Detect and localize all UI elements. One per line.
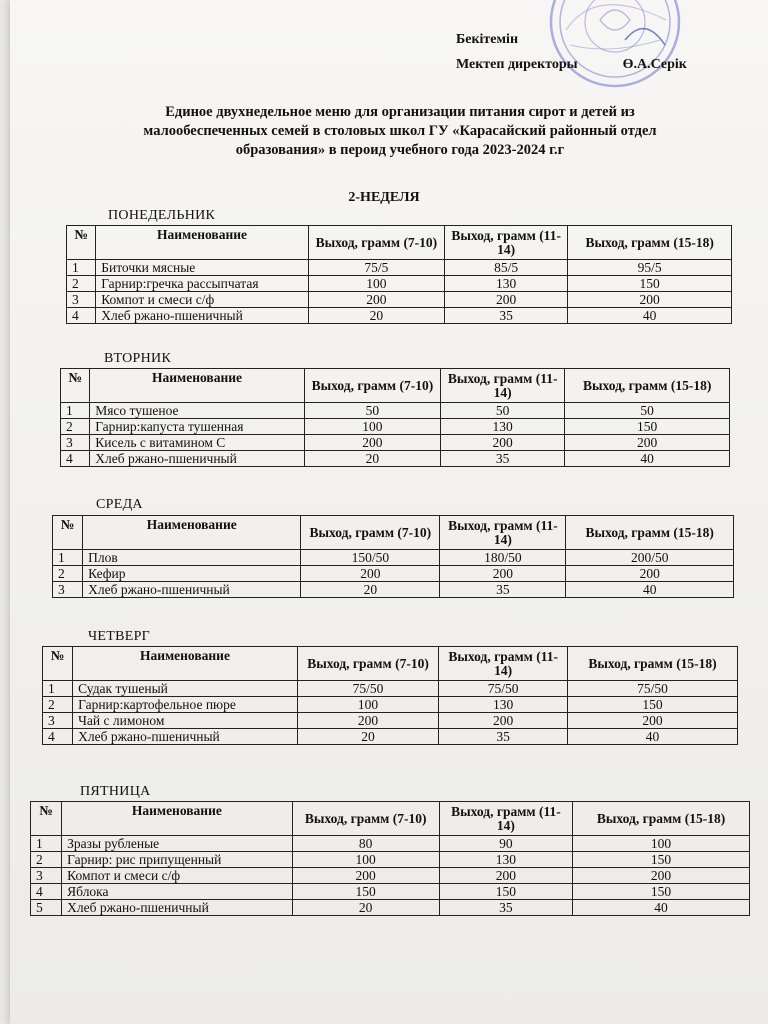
- portion-11-14: 200: [440, 566, 566, 582]
- portion-11-14: 150: [439, 884, 572, 900]
- approval-line2: Мектеп директоры: [456, 57, 578, 72]
- week-heading: 2-НЕДЕЛЯ: [348, 190, 420, 205]
- header-name: Наименование: [62, 802, 292, 836]
- portion-15-18: 75/50: [568, 681, 738, 697]
- dish-name: Мясо тушеное: [90, 403, 305, 419]
- header-name: Наименование: [90, 369, 305, 403]
- portion-7-10: 75/50: [297, 681, 439, 697]
- header-num: №: [61, 369, 90, 403]
- dish-name: Хлеб ржано-пшеничный: [90, 451, 305, 467]
- portion-7-10: 150/50: [301, 550, 440, 566]
- table-row: [67, 308, 732, 324]
- portion-15-18: 100: [573, 836, 750, 852]
- portion-7-10: 20: [308, 308, 444, 324]
- header-num: №: [31, 802, 62, 836]
- row-number: 1: [67, 260, 96, 276]
- dish-name: Зразы рубленые: [62, 836, 292, 852]
- day-label: СРЕДА: [96, 497, 143, 512]
- day-label: ПЯТНИЦА: [80, 784, 151, 799]
- menu-table: [60, 368, 730, 467]
- header-out-11-14: Выход, грамм (11-14): [439, 647, 568, 681]
- portion-7-10: 100: [297, 697, 439, 713]
- day-label: ВТОРНИК: [104, 351, 172, 366]
- portion-7-10: 20: [304, 451, 440, 467]
- header-out-11-14: Выход, грамм (11-14): [440, 516, 566, 550]
- portion-11-14: 130: [439, 697, 568, 713]
- portion-15-18: 40: [565, 451, 730, 467]
- portion-7-10: 75/5: [308, 260, 444, 276]
- portion-11-14: 130: [444, 276, 567, 292]
- row-number: 2: [53, 566, 83, 582]
- portion-11-14: 200: [441, 435, 565, 451]
- table-row: [43, 713, 738, 729]
- header-out-11-14: Выход, грамм (11-14): [439, 802, 572, 836]
- row-number: 5: [31, 900, 62, 916]
- table-row: [67, 260, 732, 276]
- dish-name: Плов: [83, 550, 301, 566]
- portion-15-18: 200: [566, 566, 734, 582]
- header-num: №: [43, 647, 73, 681]
- document-page: [10, 0, 768, 1024]
- portion-15-18: 40: [566, 582, 734, 598]
- row-number: 4: [31, 884, 62, 900]
- row-number: 4: [61, 451, 90, 467]
- portion-15-18: 40: [568, 729, 738, 745]
- table-header-row: [67, 226, 732, 260]
- portion-7-10: 200: [308, 292, 444, 308]
- header-out-7-10: Выход, грамм (7-10): [292, 802, 439, 836]
- dish-name: Гарнир: рис припущенный: [62, 852, 292, 868]
- portion-7-10: 200: [304, 435, 440, 451]
- table-row: [31, 868, 750, 884]
- dish-name: Кефир: [83, 566, 301, 582]
- row-number: 1: [43, 681, 73, 697]
- dish-name: Яблока: [62, 884, 292, 900]
- table-header-row: [61, 369, 730, 403]
- table-header-row: [53, 516, 734, 550]
- row-number: 2: [31, 852, 62, 868]
- menu-table: [66, 225, 732, 324]
- dish-name: Хлеб ржано-пшеничный: [62, 900, 292, 916]
- menu-table: [30, 801, 750, 916]
- portion-11-14: 35: [441, 451, 565, 467]
- dish-name: Гарнир:капуста тушенная: [90, 419, 305, 435]
- dish-name: Компот и смеси с/ф: [62, 868, 292, 884]
- row-number: 4: [67, 308, 96, 324]
- portion-11-14: 180/50: [440, 550, 566, 566]
- table-row: [31, 884, 750, 900]
- menu-table: [52, 515, 734, 598]
- approval-block: [456, 27, 687, 77]
- header-out-15-18: Выход, грамм (15-18): [568, 647, 738, 681]
- portion-15-18: 150: [568, 697, 738, 713]
- table-row: [43, 697, 738, 713]
- portion-15-18: 200/50: [566, 550, 734, 566]
- table-row: [31, 900, 750, 916]
- dish-name: Компот и смеси с/ф: [96, 292, 309, 308]
- dish-name: Гарнир:гречка рассыпчатая: [96, 276, 309, 292]
- table-row: [67, 276, 732, 292]
- portion-11-14: 90: [439, 836, 572, 852]
- table-row: [31, 852, 750, 868]
- portion-15-18: 200: [565, 435, 730, 451]
- header-out-11-14: Выход, грамм (11-14): [444, 226, 567, 260]
- portion-15-18: 200: [568, 292, 732, 308]
- portion-15-18: 150: [568, 276, 732, 292]
- table-row: [61, 419, 730, 435]
- dish-name: Хлеб ржано-пшеничный: [96, 308, 309, 324]
- row-number: 2: [67, 276, 96, 292]
- row-number: 2: [61, 419, 90, 435]
- portion-15-18: 150: [565, 419, 730, 435]
- day-label: ПОНЕДЕЛЬНИК: [108, 208, 216, 223]
- portion-11-14: 130: [439, 852, 572, 868]
- table-row: [67, 292, 732, 308]
- portion-11-14: 35: [439, 729, 568, 745]
- portion-7-10: 20: [292, 900, 439, 916]
- portion-11-14: 35: [444, 308, 567, 324]
- header-name: Наименование: [83, 516, 301, 550]
- table-row: [61, 403, 730, 419]
- header-out-7-10: Выход, грамм (7-10): [304, 369, 440, 403]
- header-num: №: [53, 516, 83, 550]
- portion-11-14: 50: [441, 403, 565, 419]
- table-row: [53, 550, 734, 566]
- menu-table: [42, 646, 738, 745]
- header-out-11-14: Выход, грамм (11-14): [441, 369, 565, 403]
- director-name: Ө.А.Серік: [622, 57, 687, 72]
- header-out-15-18: Выход, грамм (15-18): [573, 802, 750, 836]
- dish-name: Гарнир:картофельное пюре: [73, 697, 298, 713]
- dish-name: Чай с лимоном: [73, 713, 298, 729]
- portion-7-10: 200: [292, 868, 439, 884]
- portion-15-18: 95/5: [568, 260, 732, 276]
- portion-15-18: 150: [573, 884, 750, 900]
- portion-7-10: 100: [292, 852, 439, 868]
- portion-7-10: 50: [304, 403, 440, 419]
- portion-7-10: 20: [301, 582, 440, 598]
- document-title: Единое двухнедельное меню для организации питания сирот и детей из малообеспеченных семей в столовых школ ГУ «Карасайский районный отдел образования» в пероид учебного года 2023-2024 г.г: [143, 104, 657, 158]
- portion-15-18: 40: [573, 900, 750, 916]
- portion-15-18: 150: [573, 852, 750, 868]
- row-number: 3: [43, 713, 73, 729]
- header-out-15-18: Выход, грамм (15-18): [568, 226, 732, 260]
- row-number: 1: [31, 836, 62, 852]
- portion-15-18: 200: [573, 868, 750, 884]
- row-number: 4: [43, 729, 73, 745]
- table-row: [43, 681, 738, 697]
- portion-15-18: 50: [565, 403, 730, 419]
- row-number: 3: [31, 868, 62, 884]
- header-out-7-10: Выход, грамм (7-10): [301, 516, 440, 550]
- portion-11-14: 75/50: [439, 681, 568, 697]
- row-number: 3: [53, 582, 83, 598]
- day-label: ЧЕТВЕРГ: [88, 629, 151, 644]
- portion-11-14: 35: [439, 900, 572, 916]
- portion-11-14: 35: [440, 582, 566, 598]
- header-num: №: [67, 226, 96, 260]
- table-header-row: [31, 802, 750, 836]
- portion-15-18: 40: [568, 308, 732, 324]
- table-row: [53, 566, 734, 582]
- header-out-7-10: Выход, грамм (7-10): [308, 226, 444, 260]
- approval-line1: Бекітемін: [456, 32, 519, 47]
- header-out-7-10: Выход, грамм (7-10): [297, 647, 439, 681]
- table-header-row: [43, 647, 738, 681]
- table-row: [61, 451, 730, 467]
- portion-11-14: 200: [444, 292, 567, 308]
- portion-11-14: 200: [439, 868, 572, 884]
- dish-name: Биточки мясные: [96, 260, 309, 276]
- table-row: [43, 729, 738, 745]
- dish-name: Хлеб ржано-пшеничный: [73, 729, 298, 745]
- header-name: Наименование: [73, 647, 298, 681]
- dish-name: Хлеб ржано-пшеничный: [83, 582, 301, 598]
- table-row: [61, 435, 730, 451]
- table-row: [53, 582, 734, 598]
- row-number: 3: [67, 292, 96, 308]
- portion-7-10: 150: [292, 884, 439, 900]
- header-out-15-18: Выход, грамм (15-18): [565, 369, 730, 403]
- portion-7-10: 80: [292, 836, 439, 852]
- row-number: 3: [61, 435, 90, 451]
- table-row: [31, 836, 750, 852]
- portion-7-10: 100: [308, 276, 444, 292]
- portion-11-14: 85/5: [444, 260, 567, 276]
- row-number: 1: [61, 403, 90, 419]
- portion-11-14: 130: [441, 419, 565, 435]
- header-out-15-18: Выход, грамм (15-18): [566, 516, 734, 550]
- dish-name: Судак тушеный: [73, 681, 298, 697]
- header-name: Наименование: [96, 226, 309, 260]
- portion-7-10: 20: [297, 729, 439, 745]
- row-number: 2: [43, 697, 73, 713]
- portion-7-10: 100: [304, 419, 440, 435]
- dish-name: Кисель с витамином С: [90, 435, 305, 451]
- portion-15-18: 200: [568, 713, 738, 729]
- row-number: 1: [53, 550, 83, 566]
- portion-7-10: 200: [301, 566, 440, 582]
- portion-11-14: 200: [439, 713, 568, 729]
- portion-7-10: 200: [297, 713, 439, 729]
